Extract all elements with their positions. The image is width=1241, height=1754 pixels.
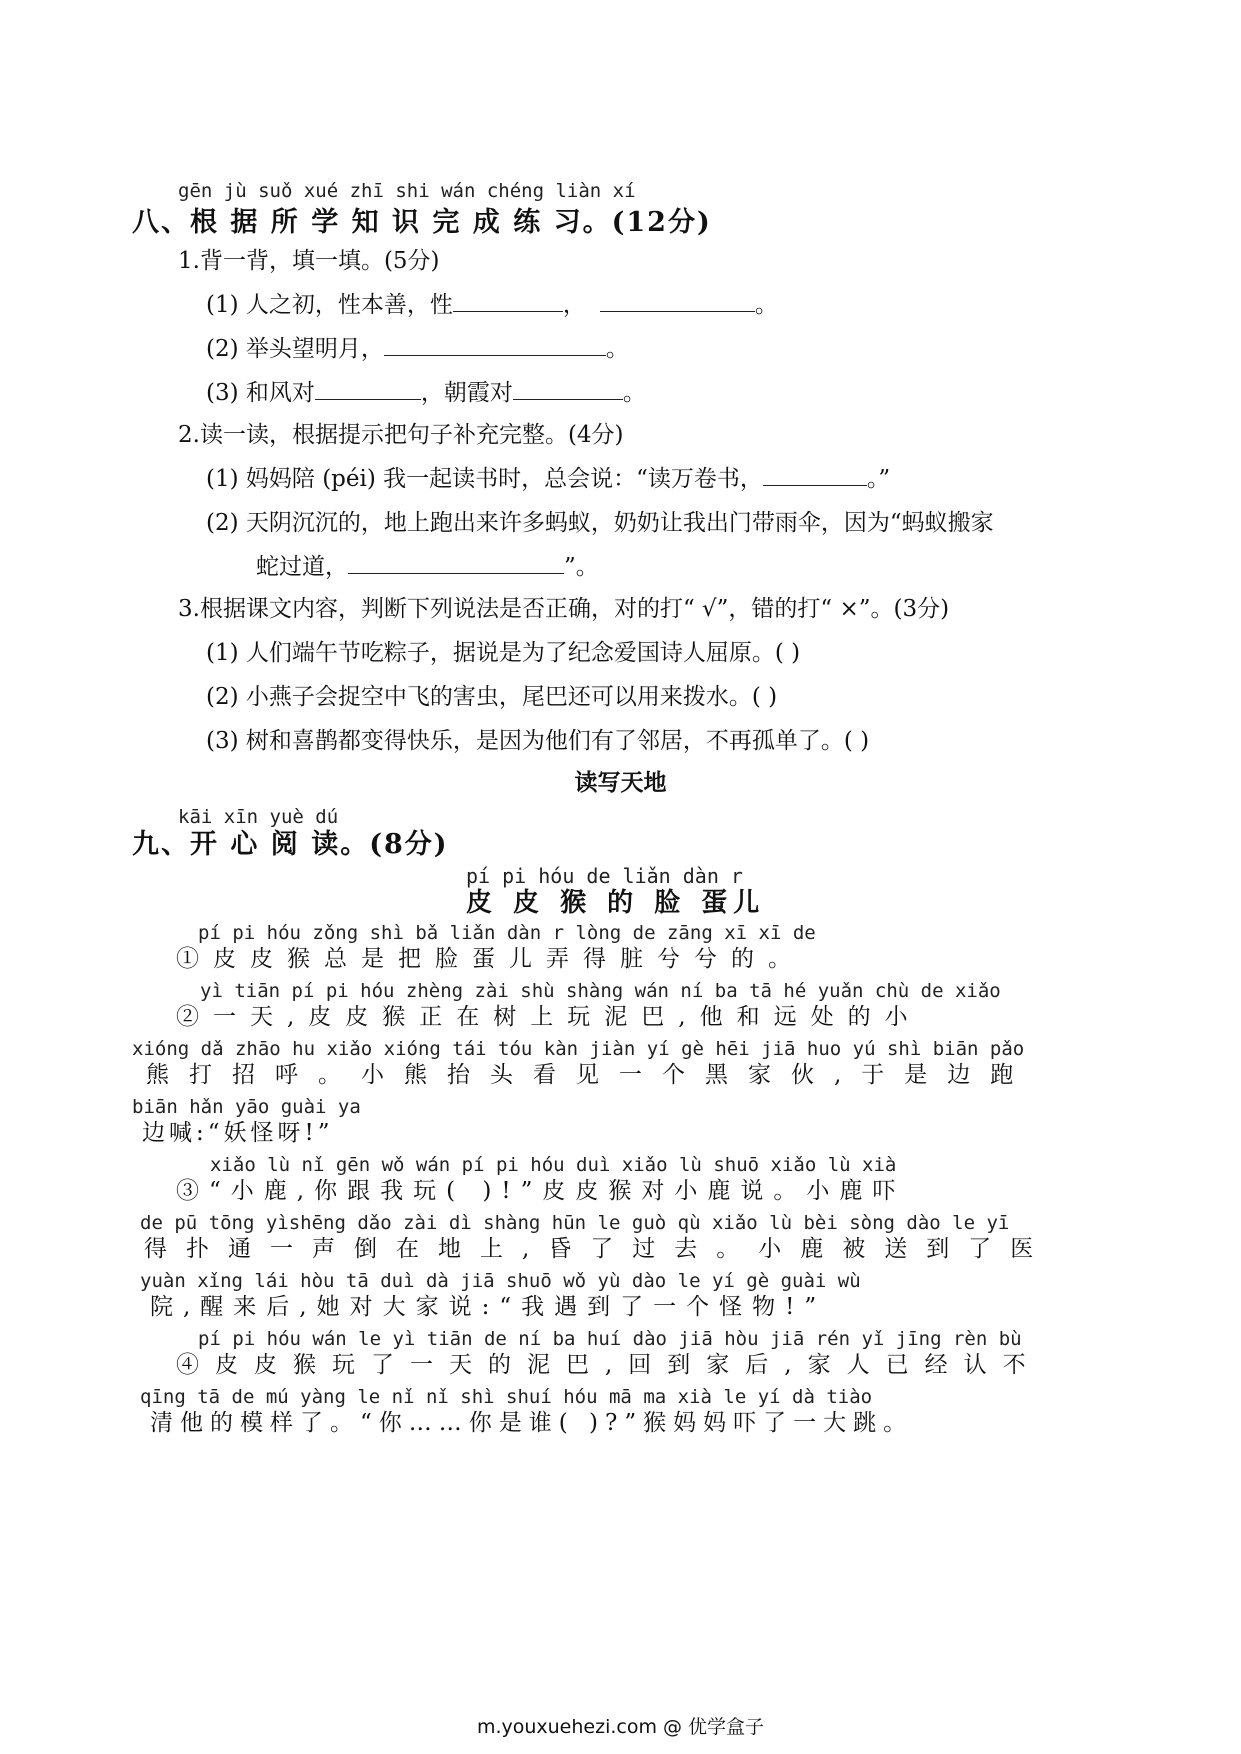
story-line8-pinyin: pí pi hóu wán le yì tiān de ní ba huí dào jiā hòu jiā rén yǐ jīng rèn bù (198, 1328, 1022, 1350)
q2-item2-line1: (2) 天阴沉沉的，地上跑出来许多蚂蚁，奶奶让我出门带雨伞，因为“蚂蚁搬家 (206, 510, 994, 536)
story-line4: 边喊:“妖怪呀!” (142, 1120, 334, 1146)
answer-blank[interactable] (315, 377, 421, 400)
q1-item3-mid: ，朝霞对 (420, 380, 513, 406)
answer-blank[interactable] (600, 289, 755, 312)
section9-pinyin: kāi xīn yuè dú (178, 806, 339, 828)
answer-blank[interactable] (763, 463, 867, 486)
q2-item2-text: 蛇过道， (256, 554, 348, 580)
q2-item1-end: 。” (866, 466, 891, 492)
q1-item3 (206, 374, 646, 407)
q1-item1-sep: ， (562, 292, 586, 318)
story-line4-pinyin: biān hǎn yāo guài ya (132, 1096, 361, 1118)
story-line7: 院,醒来后,她对大家说:“我遇到了一个怪物!” (150, 1294, 827, 1320)
story-title-pinyin: pí pi hóu de liǎn dàn r (466, 864, 743, 888)
q3-item2: (2) 小燕子会捉空中飞的害虫，尾巴还可以用来拨水。( ) (206, 684, 778, 710)
rw-heading: 读写天地 (574, 770, 667, 796)
q2-item2-end: ”。 (564, 554, 599, 580)
answer-blank[interactable] (453, 289, 563, 312)
q2-item1-text: (1) 妈妈陪 (péi) 我一起读书时，总会说：“读万卷书， (206, 466, 763, 492)
q1-item2 (206, 330, 629, 363)
section8-pinyin: gēn jù suǒ xué zhī shi wán chéng liàn xí (178, 180, 636, 202)
story-line1: ①皮皮猴总是把脸蛋儿弄得脏兮兮的。 (176, 946, 805, 972)
q1-item1-end: 。 (754, 292, 778, 318)
story-title: 皮 皮 猴 的 脸 蛋儿 (466, 888, 766, 918)
q1-title: 1.背一背，填一填。(5分) (178, 248, 440, 274)
story-line9: 清他的模样了。“你……你是谁( )?”猴妈妈吓了一大跳。 (150, 1410, 914, 1436)
story-line3-pinyin: xióng dǎ zhāo hu xiǎo xióng tái tóu kàn jiàn yí gè hēi jiā huo yú shì biān pǎo (132, 1038, 1025, 1060)
q1-item3-end: 。 (622, 380, 646, 406)
section9-title: 九、开 心 阅 读。(8分) (132, 829, 449, 860)
section8-title: 八、根 据 所 学 知 识 完 成 练 习。(12分) (132, 207, 712, 238)
q1-item1-text: (1) 人之初，性本善，性 (206, 292, 453, 318)
story-line1-pinyin: pí pi hóu zǒng shì bǎ liǎn dàn r lòng de zāng xī xī de (198, 922, 816, 944)
story-line6: 得扑通一声倒在地上,昏了过去。小鹿被送到了医 (144, 1236, 1053, 1262)
q3-item3: (3) 树和喜鹊都变得快乐，是因为他们有了邻居，不再孤单了。( ) (206, 728, 870, 754)
story-line2: ②一天,皮皮猴正在树上玩泥巴,他和远处的小 (176, 1004, 922, 1030)
q2-item2-line2 (256, 548, 599, 581)
story-line2-pinyin: yì tiān pí pi hóu zhèng zài shù shàng wán ní ba tā hé yuǎn chù de xiǎo (200, 980, 1001, 1002)
q1-item3-text: (3) 和风对 (206, 380, 315, 406)
answer-blank[interactable] (384, 333, 606, 356)
story-line3: 熊打招呼。小熊抬头看见一个黑家伙,于是边跑 (146, 1062, 1034, 1088)
q2-item1 (206, 460, 890, 493)
footer-watermark: m.youxuehezi.com @ 优学盒子 (476, 1716, 765, 1738)
q1-item1 (206, 286, 778, 319)
q2-title: 2.读一读，根据提示把句子补充完整。(4分) (178, 422, 624, 448)
story-line8: ④皮皮猴玩了一天的泥巴,回到家后,家人已经认不 (176, 1352, 1042, 1378)
answer-blank[interactable] (348, 551, 564, 574)
q3-title: 3.根据课文内容，判断下列说法是否正确，对的打“ √”，错的打“ ×”。(3分) (178, 596, 950, 622)
q3-item1: (1) 人们端午节吃粽子，据说是为了纪念爱国诗人屈原。( ) (206, 640, 801, 666)
story-line6-pinyin: de pū tōng yìshēng dǎo zài dì shàng hūn le guò qù xiǎo lù bèi sòng dào le yī (140, 1212, 1010, 1234)
q1-item2-end: 。 (605, 336, 629, 362)
story-line9-pinyin: qīng tā de mú yàng le nǐ nǐ shì shuí hóu mā ma xià le yí dà tiào (140, 1386, 873, 1408)
answer-blank[interactable] (513, 377, 623, 400)
q1-item2-text: (2) 举头望明月， (206, 336, 384, 362)
story-line7-pinyin: yuàn xǐng lái hòu tā duì dà jiā shuō wǒ yù dào le yí gè guài wù (140, 1270, 861, 1292)
story-line5: ③“小鹿,你跟我玩( )!”皮皮猴对小鹿说。小鹿吓 (176, 1178, 906, 1204)
story-line5-pinyin: xiǎo lù nǐ gēn wǒ wán pí pi hóu duì xiǎo lù shuō xiǎo lù xià (210, 1154, 897, 1176)
